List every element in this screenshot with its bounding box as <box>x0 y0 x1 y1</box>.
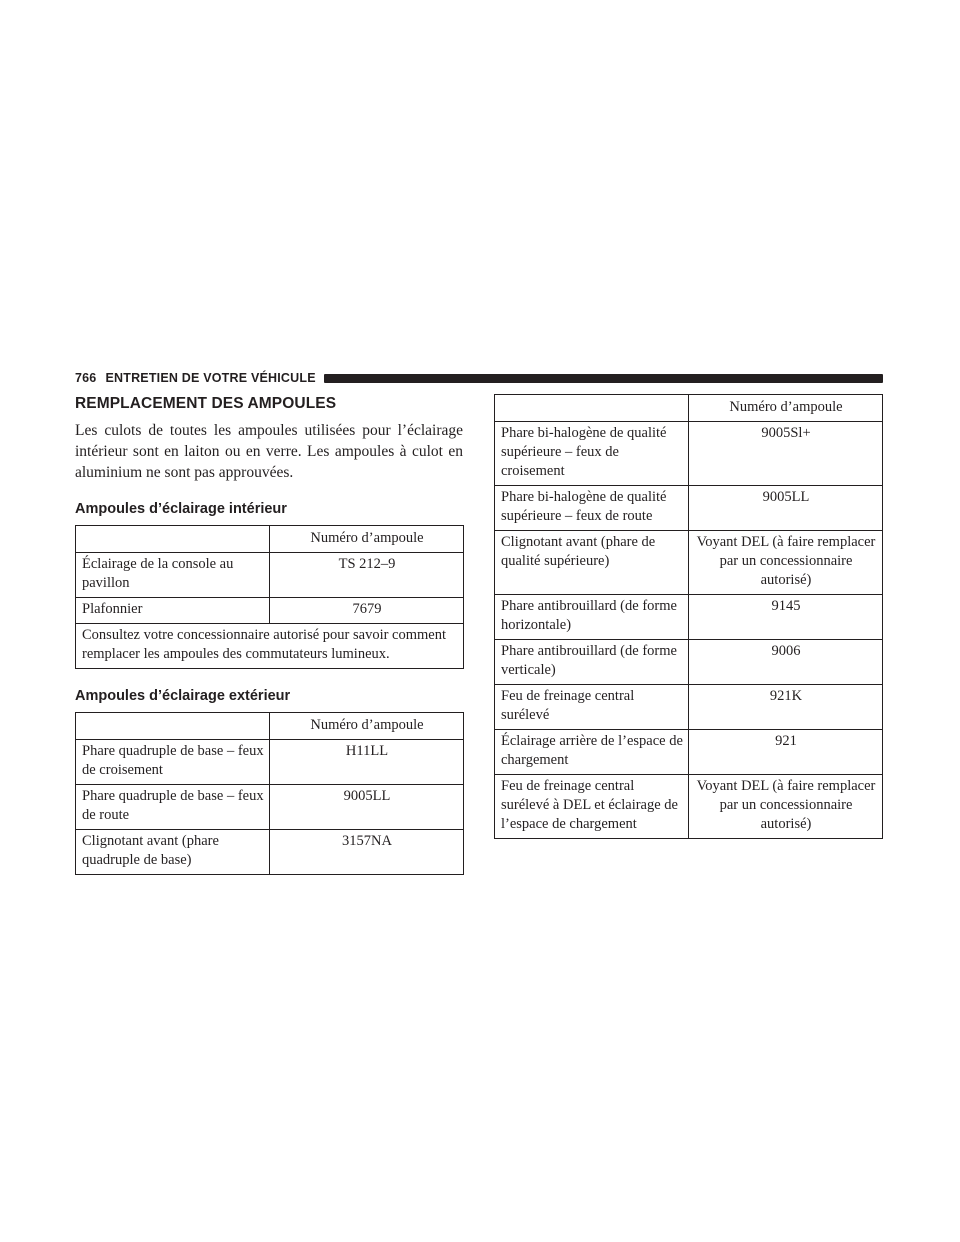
bulb-number: 9006 <box>689 640 883 685</box>
bulb-location: Clignotant avant (phare de qualité supérieure) <box>495 531 689 595</box>
table-row <box>495 422 883 486</box>
section-title: ENTRETIEN DE VOTRE VÉHICULE <box>105 371 316 385</box>
table-header-bulb-number: Numéro d’ampoule <box>270 713 464 740</box>
table-row <box>495 595 883 640</box>
table-header-empty <box>76 713 270 740</box>
bulb-location: Phare antibrouillard (de forme horizontale) <box>495 595 689 640</box>
bulb-number: 921 <box>689 730 883 775</box>
exterior-title: Ampoules d’éclairage extérieur <box>75 688 291 704</box>
table-row <box>76 553 464 598</box>
bulb-location: Éclairage de la console au pavillon <box>76 553 270 598</box>
table-header-row <box>76 713 464 740</box>
left-column <box>75 394 463 875</box>
right-column <box>494 394 882 839</box>
bulb-location: Phare bi-halogène de qualité supérieure – feux de route <box>495 486 689 531</box>
bulb-number: 3157NA <box>270 830 464 875</box>
bulb-number: 9005Sl+ <box>689 422 883 486</box>
interior-note: Consultez votre concessionnaire autorisé pour savoir comment remplacer les ampoules des commutateurs lumineux. <box>76 624 464 669</box>
page-header <box>75 368 883 388</box>
bulb-number: 9005LL <box>270 785 464 830</box>
table-row <box>495 730 883 775</box>
bulb-location: Éclairage arrière de l’espace de chargement <box>495 730 689 775</box>
table-header-bulb-number: Numéro d’ampoule <box>689 395 883 422</box>
table-row <box>76 740 464 785</box>
bulb-location: Phare quadruple de base – feux de route <box>76 785 270 830</box>
bulb-location: Phare bi-halogène de qualité supérieure – feux de croisement <box>495 422 689 486</box>
table-row <box>76 785 464 830</box>
table-header-row <box>495 395 883 422</box>
header-rule <box>324 374 883 383</box>
interior-title: Ampoules d’éclairage intérieur <box>75 501 287 517</box>
bulb-location: Feu de freinage central surélevé <box>495 685 689 730</box>
bulb-location: Plafonnier <box>76 598 270 624</box>
table-header-bulb-number: Numéro d’ampoule <box>270 526 464 553</box>
table-row <box>76 598 464 624</box>
exterior-bulb-table-continued <box>494 394 883 839</box>
bulb-location: Phare quadruple de base – feux de croisement <box>76 740 270 785</box>
table-row <box>495 640 883 685</box>
table-note-row <box>76 624 464 669</box>
interior-bulb-table <box>75 525 464 669</box>
exterior-bulb-table <box>75 712 464 875</box>
table-row <box>495 486 883 531</box>
bulb-number: H11LL <box>270 740 464 785</box>
table-header-row <box>76 526 464 553</box>
intro-paragraph: Les culots de toutes les ampoules utilisées pour l’éclairage intérieur sont en laiton ou en verre. Les ampoules à culot en aluminium ne sont pas approuvées. <box>75 422 463 481</box>
page-number: 766 <box>75 371 97 385</box>
table-row <box>495 775 883 839</box>
bulb-location: Feu de freinage central surélevé à DEL et éclairage de l’espace de chargement <box>495 775 689 839</box>
table-row <box>495 531 883 595</box>
bulb-number: 921K <box>689 685 883 730</box>
bulb-number: Voyant DEL (à faire remplacer par un concessionnaire autorisé) <box>689 531 883 595</box>
table-header-empty <box>495 395 689 422</box>
table-row <box>76 830 464 875</box>
bulb-number: 9005LL <box>689 486 883 531</box>
table-header-empty <box>76 526 270 553</box>
bulb-location: Clignotant avant (phare quadruple de base) <box>76 830 270 875</box>
bulb-location: Phare antibrouillard (de forme verticale) <box>495 640 689 685</box>
bulb-number: 7679 <box>270 598 464 624</box>
bulb-number: 9145 <box>689 595 883 640</box>
page-title: REMPLACEMENT DES AMPOULES <box>75 395 337 412</box>
table-row <box>495 685 883 730</box>
bulb-number: TS 212–9 <box>270 553 464 598</box>
bulb-number: Voyant DEL (à faire remplacer par un concessionnaire autorisé) <box>689 775 883 839</box>
